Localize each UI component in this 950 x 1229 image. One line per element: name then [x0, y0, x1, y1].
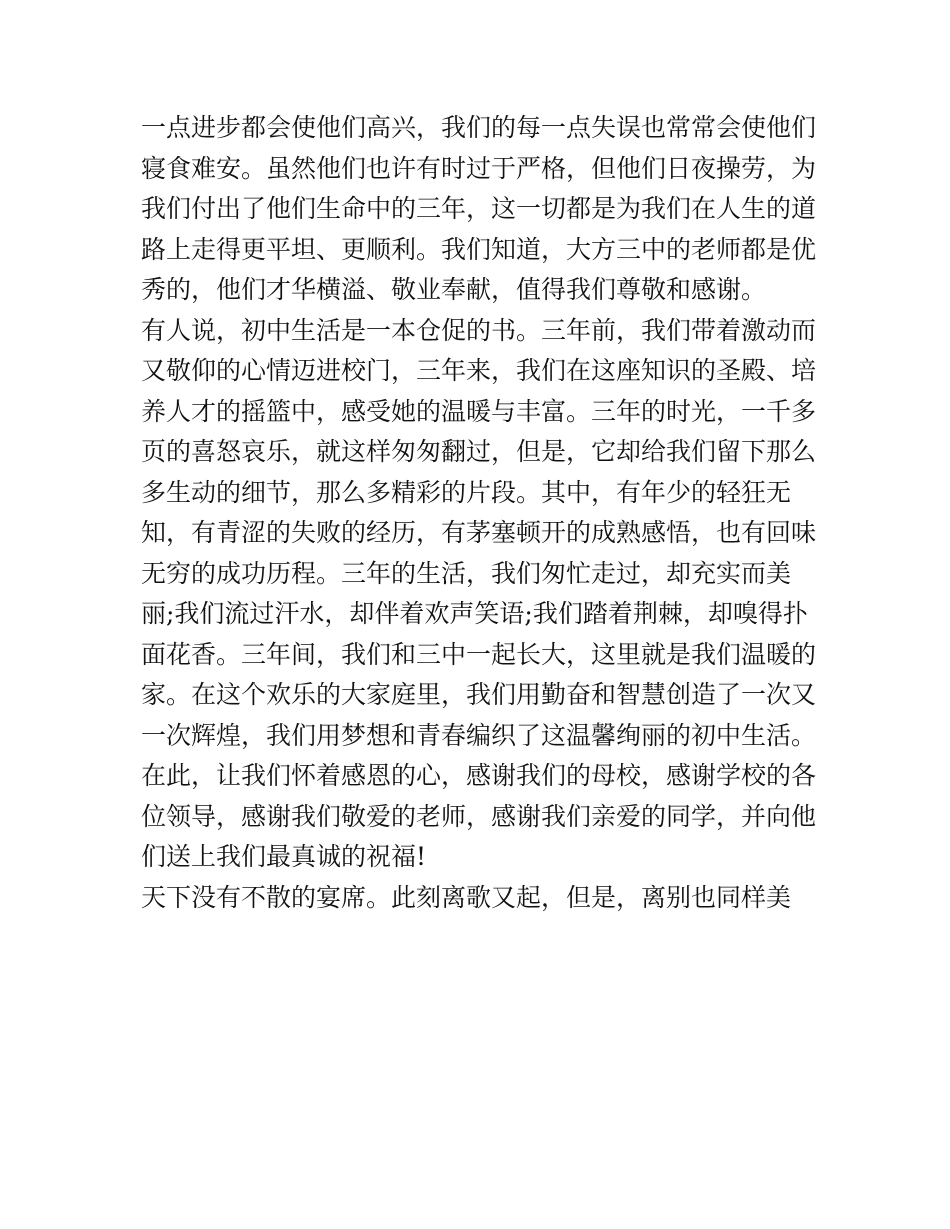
text-line: 面花香。三年间，我们和三中一起长大，这里就是我们温暖的 — [141, 639, 817, 669]
text-line: 丽;我们流过汗水，却伴着欢声笑语;我们踏着荆棘，却嗅得扑 — [141, 599, 808, 628]
text-line: 在此，让我们怀着感恩的心，感谢我们的母校，感谢学校的各 — [141, 761, 817, 790]
text-line: 无穷的成功历程。三年的生活，我们匆忙走过，却充实而美 — [141, 558, 792, 588]
text-line: 天下没有不散的宴席。此刻离歌又起，但是，离别也同样美 — [141, 882, 792, 912]
text-line: 一次辉煌，我们用梦想和青春编织了这温馨绚丽的初中生活。 — [141, 720, 817, 750]
text-line: 养人才的摇篮中，感受她的温暖与丰富。三年的时光，一千多 — [141, 396, 817, 426]
text-line: 家。在这个欢乐的大家庭里，我们用勤奋和智慧创造了一次又 — [141, 680, 817, 709]
text-line: 多生动的细节，那么多精彩的片段。其中，有年少的轻狂无 — [141, 477, 792, 507]
text-line: 位领导，感谢我们敬爱的老师，感谢我们亲爱的同学，并向他 — [141, 801, 817, 831]
text-line: 路上走得更平坦、更顺利。我们知道，大方三中的老师都是优 — [141, 234, 817, 264]
text-line: 们送上我们最真诚的祝福! — [141, 842, 427, 871]
text-line: 页的喜怒哀乐，就这样匆匆翻过，但是，它却给我们留下那么 — [141, 437, 817, 466]
text-line: 有人说，初中生活是一本仓促的书。三年前，我们带着激动而 — [141, 315, 817, 345]
body-text — [141, 108, 821, 918]
text-line: 一点进步都会使他们高兴，我们的每一点失误也常常会使他们 — [141, 113, 817, 142]
text-line: 寝食难安。虽然他们也许有时过于严格，但他们日夜操劳，为 — [141, 153, 817, 183]
text-line: 又敬仰的心情迈进校门，三年来，我们在这座知识的圣殿、培 — [141, 356, 817, 385]
text-line: 知，有青涩的失败的经历，有茅塞顿开的成熟感悟，也有回味 — [141, 518, 817, 547]
text-line: 我们付出了他们生命中的三年，这一切都是为我们在人生的道 — [141, 194, 817, 223]
text-line: 秀的，他们才华横溢、敬业奉献，值得我们尊敬和感谢。 — [141, 275, 767, 304]
